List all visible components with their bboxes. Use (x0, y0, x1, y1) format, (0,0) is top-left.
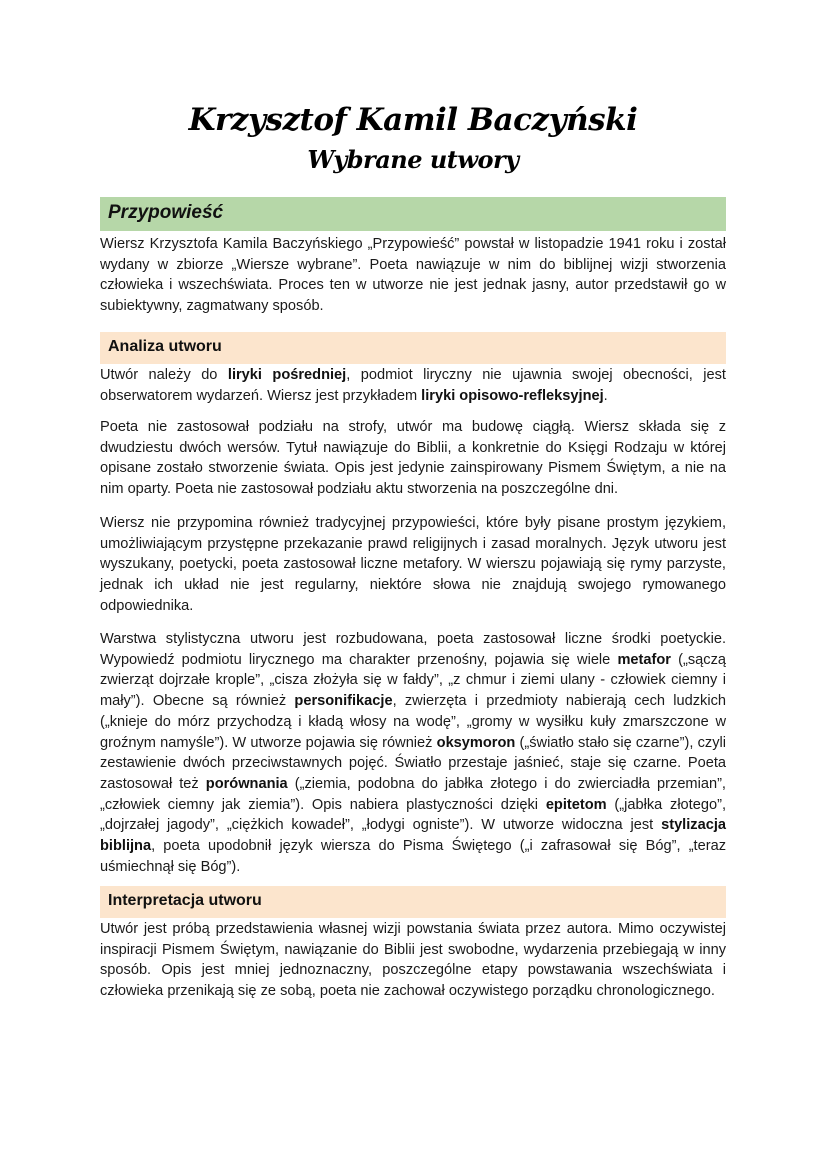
paragraph (100, 629, 726, 877)
text-run: („jabłka złotego”, „dojrzałej jagody”, „ciężkich kowadeł”, „łodygi ogniste”). W utworze widoczna jest (100, 796, 726, 834)
bold-term: liryki opisowo-refleksyjnej (421, 387, 604, 404)
text-run: Wiersz Krzysztofa Kamila Baczyńskiego „Przypowieść” powstał w listopadzie 1941 roku i został wydany w zbiorze „Wiersze wybrane”. Poeta nawiązuje w nim do biblijnej wizji stworzenia człowieka i wszechświata. Proces ten w utworze nie jest jednak jasny, autor przedstawił go w subiektywny, zagmatwany sposób. (100, 236, 726, 315)
paragraph (100, 513, 726, 617)
document-title: Krzysztof Kamil Baczyński (188, 102, 638, 138)
document-subtitle: Wybrane utwory (307, 145, 519, 174)
bold-term: oksymoron (436, 734, 516, 751)
text-run: („ziemia, podobna do jabłka złotego i do zwierciadła przemian”, „człowiek ciemny jak ziemia”). Opis nabiera plastyczności dzięki (100, 775, 726, 813)
section-heading-przypowiesc: Przypowieść (100, 197, 726, 231)
text-run: Warstwa stylistyczna utworu jest rozbudowana, poeta zastosował liczne środki poetyckie. Wypowiedź podmiotu lirycznego ma charakter przenośny, pojawia się wiele (100, 631, 726, 668)
bold-term: stylizacja biblijna (100, 817, 726, 855)
bold-term: porównania (205, 775, 288, 792)
text-run: , podmiot liryczny nie ujawnia swojej obecności, jest obserwatorem wydarzeń. Wiersz jest przykładem (100, 367, 726, 404)
text-run: Utwór jest próbą przedstawienia własnej wizji powstania świata przez autora. Mimo oczywistej inspiracji Pismem Świętym, nawiązanie do Biblii jest swobodne, wydarzenia przebiegają w inny sposób. Opis jest mniej jednoznaczny, poszczególne etapy powstawania wszechświata i człowieka przenikają się ze sobą, poeta nie zachował oczywistego porządku chronologicznego. (100, 921, 726, 1000)
text-run: , zwierzęta i przedmioty nabierają cech ludzkich („knieje do mórz przychodzą i kładą włosy na wodę”, „gromy w wysiłku kuły zmarszczone w groźnym namyśle”). W utworze pojawia się również (100, 693, 726, 751)
bold-term: metafor (617, 651, 671, 668)
text-run: , poeta upodobnił język wiersza do Pisma Świętego („i zafrasował się Bóg”, „teraz uśmiechnął się Bóg”). (100, 838, 726, 875)
text-run: Utwór należy do (100, 367, 228, 383)
text-run: („sączą zwierząt dojrzałe krople”, „cisza złożyła się w fałdy”, „z chmur i ziemi ulany - człowiek ciemny i mały”). Obecne są również (100, 651, 726, 710)
paragraph (100, 919, 726, 1002)
bold-term: epitetom (545, 796, 607, 813)
text-run: Poeta nie zastosował podziału na strofy, utwór ma budowę ciągłą. Wiersz składa się z dwudziestu dwóch wersów. Tytuł nawiązuje do Biblii, a konkretnie do Księgi Rodzaju w której opisane zostało stworzenie świata. Opis jest jedynie zainspirowany Pismem Świętym, a nie na nim oparty. Poeta nie zastosował podziału aktu stworzenia na poszczególne dni. (100, 419, 726, 498)
paragraph (100, 417, 726, 500)
text-run: . (603, 387, 608, 404)
bold-term: liryki pośredniej (227, 367, 347, 383)
paragraph (100, 234, 726, 317)
section-heading-interpretacja: Interpretacja utworu (100, 886, 726, 918)
paragraph (100, 365, 726, 406)
text-run: („światło stało się czarne”), czyli zestawienie dwóch przeciwstawnych pojęć. Światło przestaje jaśnieć, staje się czarne. Poeta zastosował też (100, 734, 726, 792)
section-heading-analiza: Analiza utworu (100, 332, 726, 364)
text-run: Wiersz nie przypomina również tradycyjnej przypowieści, które były pisane prostym językiem, umożliwiającym przystępne przekazanie prawd religijnych i zasad moralnych. Język utworu jest wyszukany, poetycki, poeta zastosował liczne metafory. W wierszu pojawiają się rymy parzyste, jednak ich układ nie jest regularny, niektóre słowa nie znajdują swojego rymowanego odpowiednika. (100, 515, 726, 614)
bold-term: personifikacje (294, 693, 393, 710)
